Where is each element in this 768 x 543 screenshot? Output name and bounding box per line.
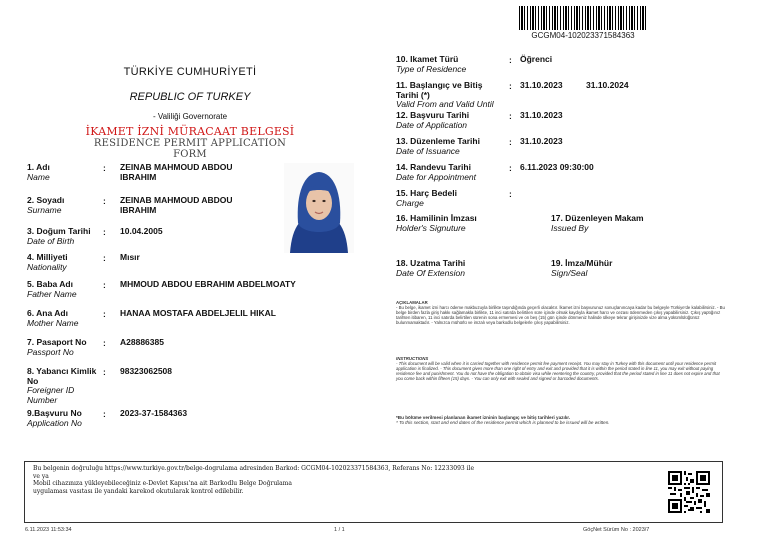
field-mother-name: 6. Ana Adı Mother Name <box>27 308 79 328</box>
value-residence-type: Öğrenci <box>520 54 553 64</box>
notes-star: *Bu bölüme verilmesi planlanan ikamet izninin başlangıç ve bitiş tarihleri yazılır. * To this section, start and end dates of the residence permit which is planned to be issued will be written. <box>396 415 610 425</box>
value-name: ZEINAB MAHMOUD ABDOU IBRAHIM <box>120 162 233 182</box>
notes-en: INSTRUCTIONS - This document will be valid when it is carried together with residence permit fee payment receipt. You may stay in Turkey with this document until your residence permit application is finalized. - This document gives more than one right of entry and exit and provided that it is within the period stated in line 11, you may exit without paying residence fee and punishment. You do not have the obligation to obtain visa while reentering the country, provided that the period stated in line 11 does not expire and that you come back within fifteen (15) days. - You can only exit with sealed and signed or barcoded documents. <box>396 356 720 381</box>
field-passport-no: 7. Pasaport No Passport No <box>27 337 87 357</box>
field-foreigner-id: 8. Yabancı Kimlik No Foreigner ID Number <box>27 366 97 405</box>
value-valid-from: 31.10.2023 <box>520 80 563 90</box>
field-issuance-date: 13. Düzenleme Tarihi Date of Issuance <box>396 136 480 156</box>
value-nationality: Mısır <box>120 252 140 262</box>
value-passport-no: A28886385 <box>120 337 164 347</box>
field-application-date: 12. Başvuru Tarihi Date of Application <box>396 110 470 130</box>
verification-text: Bu belgenin doğruluğu https://www.turkiye.gov.tr/belge-dogrulama adresinden Barkod: GCGM04-102023371584363, Referans No: 12233093 ile ve ya Mobil cihazınıza yükleyebileceğiniz e-Devlet Kapısı'na ait Barkodlu Belge Doğrulama uygulaması vasıtası ile yandaki karekod okutularak kontrol edilebilir. <box>33 465 474 495</box>
print-timestamp: 6.11.2023 11:53:34 <box>25 527 72 533</box>
field-extension-date: 18. Uzatma Tarihi Date Of Extension <box>396 258 466 278</box>
value-dob: 10.04.2005 <box>120 226 163 236</box>
field-appointment-date: 14. Randevu Tarihi Date for Appointment <box>396 162 477 182</box>
value-appointment-date: 6.11.2023 09:30:00 <box>520 162 594 172</box>
country-en: REPUBLIC OF TURKEY <box>129 91 251 103</box>
field-sign-seal: 19. İmza/Mühür Sign/Seal <box>551 258 613 278</box>
value-father-name: MHMOUD ABDOU EBRAHIM ABDELMOATY <box>120 279 296 289</box>
field-application-no: 9.Başvuru No Application No <box>27 408 82 428</box>
field-residence-type: 10. Ikamet Türü Type of Residence <box>396 54 467 74</box>
barcode-number: GCGM04-102023371584363 <box>531 31 635 40</box>
applicant-photo <box>284 163 354 253</box>
field-charge: 15. Harç Bedeli Charge <box>396 188 457 208</box>
value-application-no: 2023-37-1584363 <box>120 408 188 418</box>
field-nationality: 4. Milliyeti Nationality <box>27 252 68 272</box>
value-foreigner-id: 98323062508 <box>120 366 173 376</box>
value-issuance-date: 31.10.2023 <box>520 136 563 146</box>
barcode <box>519 6 647 30</box>
field-name: 1. Adı Name <box>27 162 50 182</box>
value-application-date: 31.10.2023 <box>520 110 563 120</box>
field-issued-by: 17. Düzenleyen Makam Issued By <box>551 213 644 233</box>
form-title-en: RESIDENCE PERMIT APPLICATION FORM <box>93 138 287 160</box>
version: GöçNet Sürüm No : 2023/7 <box>583 527 650 533</box>
field-dob: 3. Doğum Tarihi Date of Birth <box>27 226 91 246</box>
field-valid-dates: 11. Başlangıç ve Bitiş Tarihi (*) Valid From and Valid Until <box>396 80 494 109</box>
value-mother-name: HANAA MOSTAFA ABDELJELIL HIKAL <box>120 308 276 318</box>
page-number: 1 / 1 <box>334 527 345 533</box>
field-father-name: 5. Baba Adı Father Name <box>27 279 77 299</box>
field-surname: 2. Soyadı Surname <box>27 195 65 215</box>
value-surname: ZEINAB MAHMOUD ABDOU IBRAHIM <box>120 195 233 215</box>
notes-tr: AÇIKLAMALAR - Bu belge, ikamet izni harcı ödeme makbuzuyla birlikte taşındığında geçerli olacaktır. İkamet izni başvurunuz sonuçlanıncaya kadar bu belgeyle Türkiye'de kalabilirsiniz. - Bu belge birden fazla giriş hakkı sağlamakla birlikte, 11 inci satırda belirtilen süre içinde olmak kaydıyla ikamet harcı ve cezası ödenmeden çıkış yapabilirsiniz. Çıkış yaptığınız tarihten itibaren, 11 inci satırda belirtilen sürenin sona ermemesi ve on beş (15) gün içinde dönmeniz halinde ülkeye tekrar girişinizde vize alma yükümlülüğünüz bulunmamaktadır. - Yalnızca mühürlü ve imzalı veya barkodlu belgelerle çıkış yapabilirsiniz. <box>396 300 725 325</box>
form-title-tr: İKAMET İZNİ MÜRACAAT BELGESİ <box>85 125 295 138</box>
qr-code <box>668 471 710 513</box>
country-tr: TÜRKİYE CUMHURİYETİ <box>123 66 257 78</box>
governorate: - Valiliği Governorate <box>152 112 228 121</box>
field-holder-signature: 16. Hamilinin İmzası Holder's Signuture <box>396 213 477 233</box>
value-valid-until: 31.10.2024 <box>586 80 629 90</box>
